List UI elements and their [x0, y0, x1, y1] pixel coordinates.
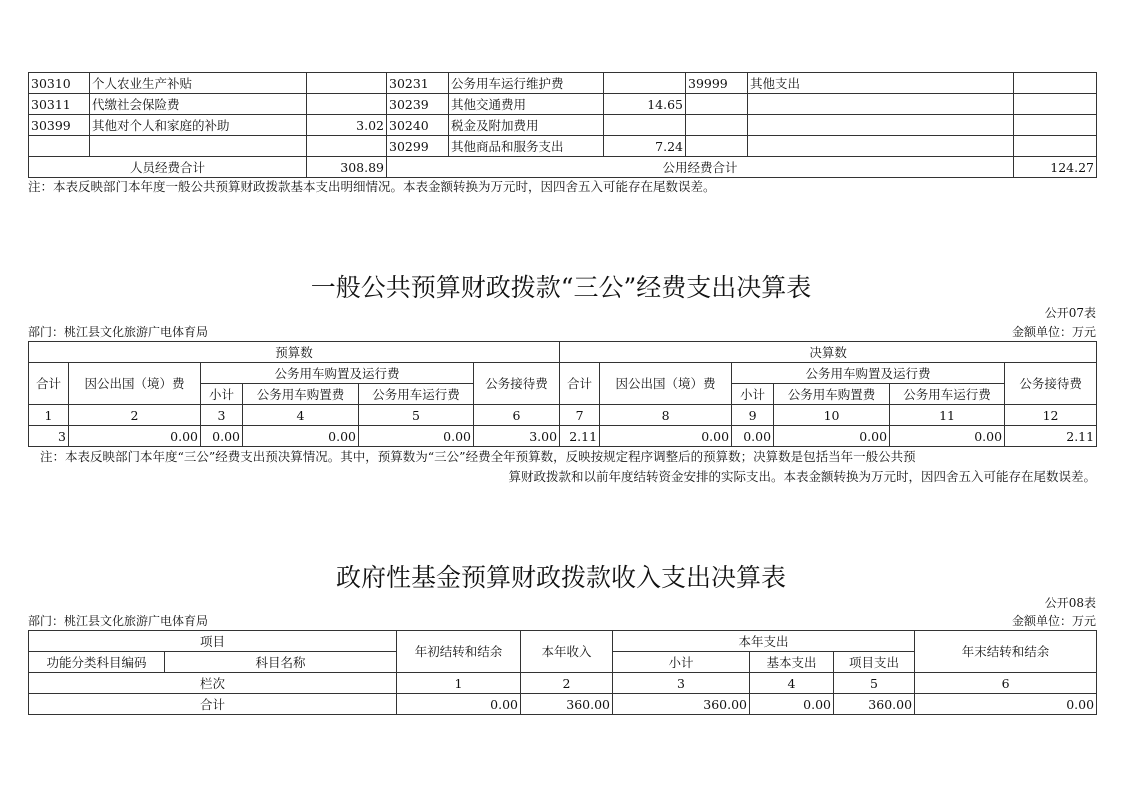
sangong-column-number: 1	[29, 405, 69, 426]
sangong-column-number: 11	[890, 405, 1005, 426]
detail-row	[29, 136, 1097, 157]
detail-cell	[1014, 136, 1097, 157]
detail-cell: 其他商品和服务支出	[449, 136, 604, 157]
budget-header: 预算数	[29, 342, 560, 363]
sangong-value-row	[29, 426, 1097, 447]
detail-cell	[307, 136, 387, 157]
fund-basic-header: 基本支出	[750, 652, 834, 673]
sangong-table	[28, 341, 1097, 447]
detail-cell: 30399	[29, 115, 90, 136]
fund-total-label: 合计	[29, 694, 397, 715]
detail-cell: 其他交通费用	[449, 94, 604, 115]
sangong-column-number: 8	[600, 405, 732, 426]
sangong-note-line2: 算财政拨款和以前年度结转资金安排的实际支出。本表金额转换为万元时，因四舍五入可能存在尾数误差。	[508, 469, 1096, 484]
fund-value-cell: 360.00	[834, 694, 915, 715]
detail-cell: 其他对个人和家庭的补助	[90, 115, 307, 136]
sangong-value-cell: 2.11	[1005, 426, 1097, 447]
final-purchase-header: 公务用车购置费	[774, 384, 890, 405]
detail-cell	[748, 136, 1014, 157]
detail-cell: 30239	[387, 94, 449, 115]
sangong-value-cell: 0.00	[890, 426, 1005, 447]
sangong-column-number: 12	[1005, 405, 1097, 426]
detail-cell: 公务用车运行维护费	[449, 73, 604, 94]
sangong-value-cell: 0.00	[243, 426, 359, 447]
sangong-title: 一般公共预算财政拨款“三公”经费支出决算表	[310, 273, 812, 302]
fund-subject-header: 科目名称	[165, 652, 397, 673]
detail-cell: 30310	[29, 73, 90, 94]
detail-cell: 14.65	[604, 94, 686, 115]
fund-expense-header: 本年支出	[613, 631, 915, 652]
fund-total-row	[29, 694, 1097, 715]
fund-row-label: 栏次	[29, 673, 397, 694]
sangong-value-cell: 0.00	[359, 426, 474, 447]
budget-total-header: 合计	[29, 363, 69, 405]
fund-income-header: 本年收入	[521, 631, 613, 673]
detail-total-row	[29, 157, 1097, 178]
detail-cell	[686, 115, 748, 136]
final-header: 决算数	[560, 342, 1097, 363]
detail-cell: 代缴社会保险费	[90, 94, 307, 115]
detail-row	[29, 115, 1097, 136]
detail-cell	[90, 136, 307, 157]
final-abroad-header: 因公出国（境）费	[600, 363, 732, 405]
sangong-value-cell: 2.11	[560, 426, 600, 447]
final-operation-header: 公务用车运行费	[890, 384, 1005, 405]
detail-cell	[604, 73, 686, 94]
detail-cell: 30311	[29, 94, 90, 115]
fund-unit: 金额单位：万元	[1011, 614, 1096, 628]
final-total-header: 合计	[560, 363, 600, 405]
fund-column-number: 3	[613, 673, 750, 694]
fund-column-number: 5	[834, 673, 915, 694]
sangong-value-cell: 0.00	[69, 426, 201, 447]
detail-cell	[748, 115, 1014, 136]
budget-subtotal-header: 小计	[201, 384, 243, 405]
sangong-column-number: 7	[560, 405, 600, 426]
detail-cell	[307, 73, 387, 94]
fund-table-code: 公开08表	[1044, 596, 1096, 610]
detail-cell: 30231	[387, 73, 449, 94]
sangong-number-row	[29, 405, 1097, 426]
fund-begin-header: 年初结转和结余	[397, 631, 521, 673]
detail-cell: 39999	[686, 73, 748, 94]
fund-table	[28, 630, 1097, 715]
detail-note: 注：本表反映部门本年度一般公共预算财政拨款基本支出明细情况。本表金额转换为万元时，因四舍五入可能存在尾数误差。	[28, 179, 716, 194]
detail-cell: 税金及附加费用	[449, 115, 604, 136]
fund-column-number: 6	[915, 673, 1097, 694]
public-total-label: 公用经费合计	[387, 157, 1014, 178]
fund-value-cell: 0.00	[915, 694, 1097, 715]
detail-cell: 3.02	[307, 115, 387, 136]
final-subtotal-header: 小计	[732, 384, 774, 405]
sangong-value-cell: 3	[29, 426, 69, 447]
sangong-column-number: 4	[243, 405, 359, 426]
final-reception-header: 公务接待费	[1005, 363, 1097, 405]
fund-value-cell: 0.00	[397, 694, 521, 715]
detail-cell	[686, 94, 748, 115]
final-vehicle-header: 公务用车购置及运行费	[732, 363, 1005, 384]
fund-end-header: 年末结转和结余	[915, 631, 1097, 673]
detail-cell	[29, 136, 90, 157]
fund-func-code-header: 功能分类科目编码	[29, 652, 165, 673]
budget-reception-header: 公务接待费	[474, 363, 560, 405]
detail-cell	[307, 94, 387, 115]
fund-number-row	[29, 673, 1097, 694]
sangong-unit: 金额单位：万元	[1011, 325, 1096, 339]
detail-cell: 30299	[387, 136, 449, 157]
sangong-table-code: 公开07表	[1044, 306, 1096, 320]
fund-item-header: 项目	[29, 631, 397, 652]
detail-cell: 30240	[387, 115, 449, 136]
fund-column-number: 2	[521, 673, 613, 694]
detail-cell	[686, 136, 748, 157]
fund-value-cell: 0.00	[750, 694, 834, 715]
fund-value-cell: 360.00	[521, 694, 613, 715]
sangong-note-line1: 注：本表反映部门本年度“三公”经费支出预决算情况。其中，预算数为“三公”经费全年预算数，反映按规定程序调整后的预算数；决算数是包括当年一般公共预	[40, 449, 916, 464]
sangong-value-cell: 0.00	[774, 426, 890, 447]
budget-operation-header: 公务用车运行费	[359, 384, 474, 405]
personnel-total-value: 308.89	[307, 157, 387, 178]
fund-column-number: 1	[397, 673, 521, 694]
detail-cell	[1014, 73, 1097, 94]
sangong-value-cell: 0.00	[201, 426, 243, 447]
sangong-column-number: 6	[474, 405, 560, 426]
fund-value-cell: 360.00	[613, 694, 750, 715]
sangong-value-cell: 3.00	[474, 426, 560, 447]
sangong-column-number: 5	[359, 405, 474, 426]
sangong-column-number: 2	[69, 405, 201, 426]
detail-cell: 其他支出	[748, 73, 1014, 94]
fund-subtotal-header: 小计	[613, 652, 750, 673]
fund-department: 部门：桃江县文化旅游广电体育局	[28, 614, 209, 628]
sangong-value-cell: 0.00	[600, 426, 732, 447]
personnel-total-label: 人员经费合计	[29, 157, 307, 178]
basic-expense-detail-table	[28, 72, 1097, 178]
detail-cell	[1014, 94, 1097, 115]
fund-title: 政府性基金预算财政拨款收入支出决算表	[335, 563, 786, 592]
detail-cell	[1014, 115, 1097, 136]
public-total-value: 124.27	[1014, 157, 1097, 178]
detail-cell	[604, 115, 686, 136]
sangong-column-number: 9	[732, 405, 774, 426]
fund-project-header: 项目支出	[834, 652, 915, 673]
sangong-department: 部门：桃江县文化旅游广电体育局	[28, 325, 209, 339]
budget-abroad-header: 因公出国（境）费	[69, 363, 201, 405]
fund-column-number: 4	[750, 673, 834, 694]
detail-row	[29, 73, 1097, 94]
sangong-column-number: 3	[201, 405, 243, 426]
budget-vehicle-header: 公务用车购置及运行费	[201, 363, 474, 384]
sangong-value-cell: 0.00	[732, 426, 774, 447]
detail-cell: 个人农业生产补贴	[90, 73, 307, 94]
sangong-column-number: 10	[774, 405, 890, 426]
detail-cell: 7.24	[604, 136, 686, 157]
detail-row	[29, 94, 1097, 115]
budget-purchase-header: 公务用车购置费	[243, 384, 359, 405]
detail-cell	[748, 94, 1014, 115]
